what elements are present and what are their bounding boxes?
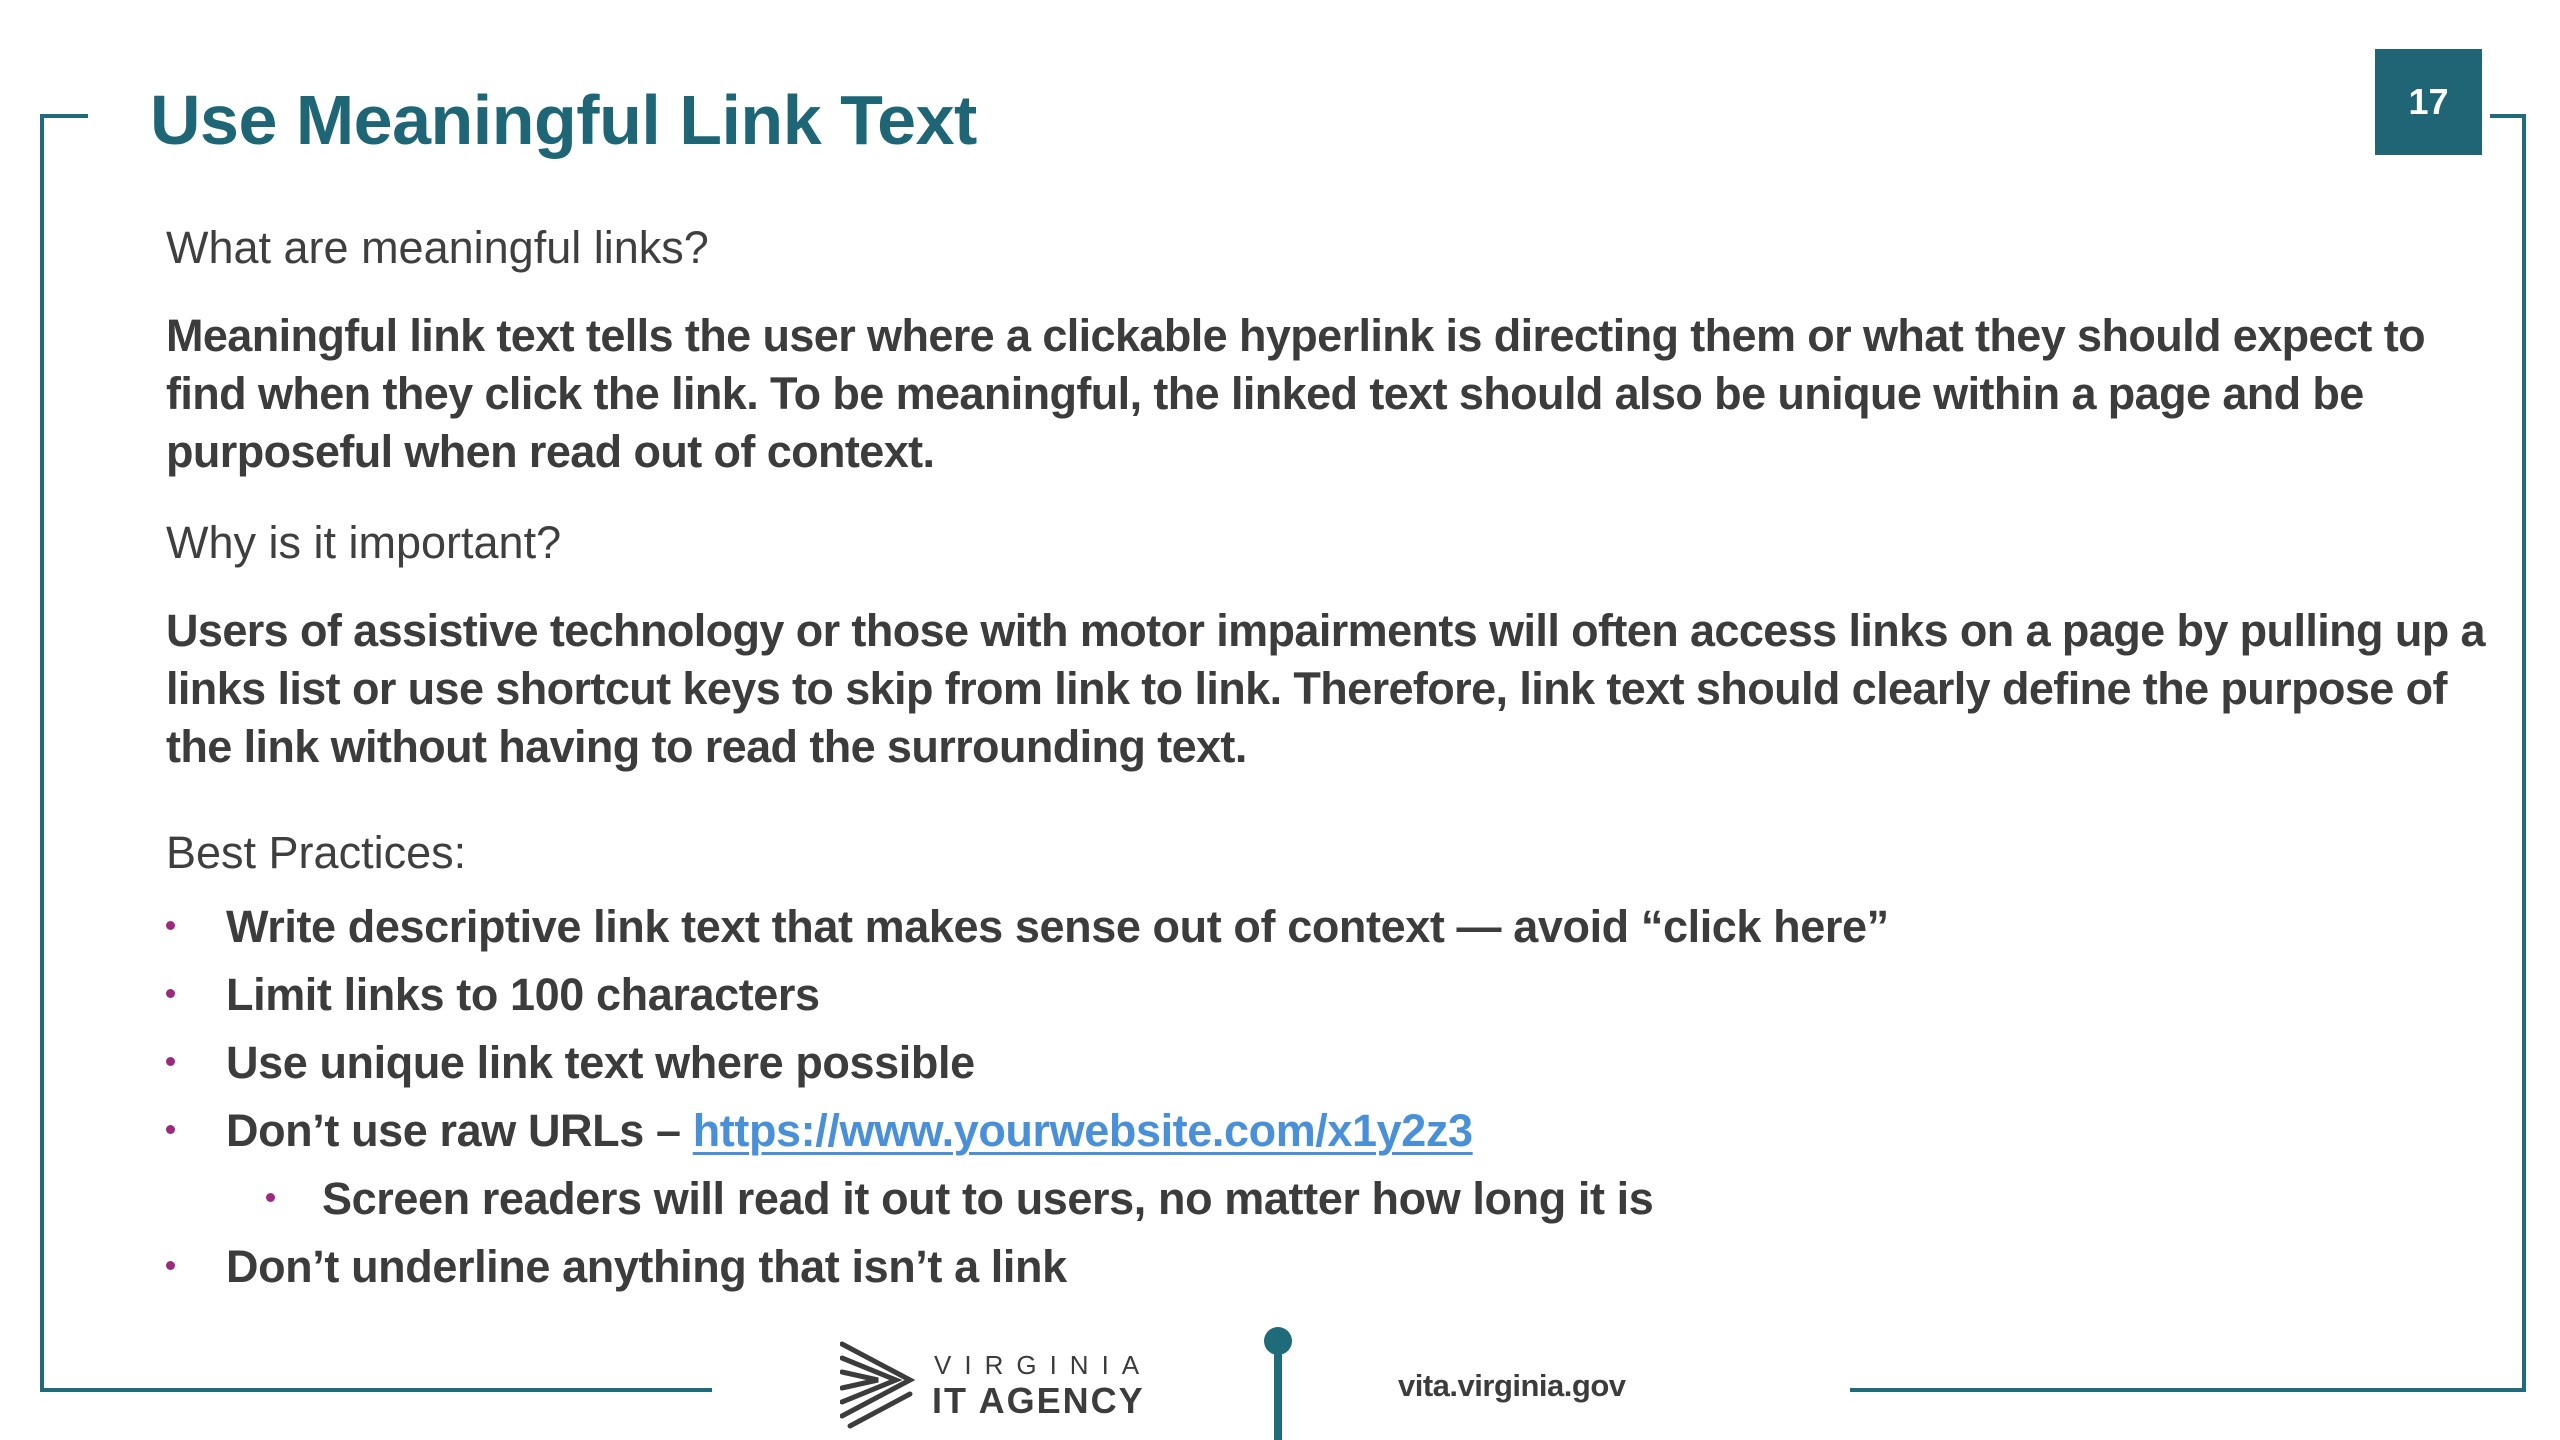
paragraph-meaningful-links: Meaningful link text tells the user where a clickable hyperlink is directing them or what they should expect to find when they click the link. To be meaningful, the linked text should also be unique within a page and be purposeful when read out of context.: [166, 310, 2425, 477]
frame-right: [2522, 114, 2526, 1392]
frame-top-right: [2490, 114, 2526, 118]
list-item-text: Use unique link text where possible: [226, 1037, 975, 1088]
list-item: [166, 1237, 2366, 1305]
list-item: [166, 897, 2366, 965]
bullet-dot-icon: [166, 1261, 175, 1270]
list-item-text-with-link: [226, 1101, 1473, 1161]
frame-top-left: [40, 114, 88, 118]
bullet-dot-icon: [166, 1125, 175, 1134]
pin-divider-icon: [1263, 1326, 1293, 1440]
question-why-important: Why is it important?: [166, 517, 562, 568]
logo-text-top: VIRGINIA: [934, 1350, 1153, 1380]
paragraph-why-important: Users of assistive technology or those with motor impairments will often access links on a page by pulling up a links list or use shortcut keys to skip from link to link. Therefore, link text should clearly define the purpose of the link without having to read the surrounding text.: [166, 605, 2485, 772]
footer-website: vita.virginia.gov: [1398, 1368, 1626, 1403]
frame-bottom-left: [40, 1388, 712, 1392]
list-item-text: Screen readers will read it out to users, no matter how long it is: [322, 1173, 1654, 1224]
bullet-dot-icon: [166, 1057, 175, 1066]
page-number-badge: 17: [2375, 49, 2482, 155]
bullet-dot-icon: [166, 989, 175, 998]
list-item: [166, 1033, 2366, 1101]
slide-title: Use Meaningful Link Text: [150, 81, 977, 159]
bullet-dot-icon: [166, 921, 175, 930]
logo-text-bottom: IT AGENCY: [932, 1380, 1145, 1421]
list-item: [166, 965, 2366, 1033]
sub-list-item: [166, 1169, 2366, 1237]
list-item-text: Don’t underline anything that isn’t a link: [226, 1241, 1067, 1292]
frame-bottom-right: [1850, 1388, 2526, 1392]
list-item-text: Limit links to 100 characters: [226, 969, 820, 1020]
bullet-dot-icon: [266, 1193, 275, 1202]
list-item: [166, 1101, 2366, 1169]
example-raw-url-link[interactable]: https://www.yourwebsite.com/x1y2z3: [692, 1105, 1473, 1156]
frame-left: [40, 114, 44, 1392]
best-practices-heading: Best Practices:: [166, 827, 467, 878]
question-meaningful-links: What are meaningful links?: [166, 222, 709, 273]
list-item-text: Write descriptive link text that makes sense out of context — avoid “click here”: [226, 901, 1889, 952]
list-item-text: Don’t use raw URLs –: [226, 1105, 693, 1156]
best-practices-list: [166, 897, 2366, 1305]
